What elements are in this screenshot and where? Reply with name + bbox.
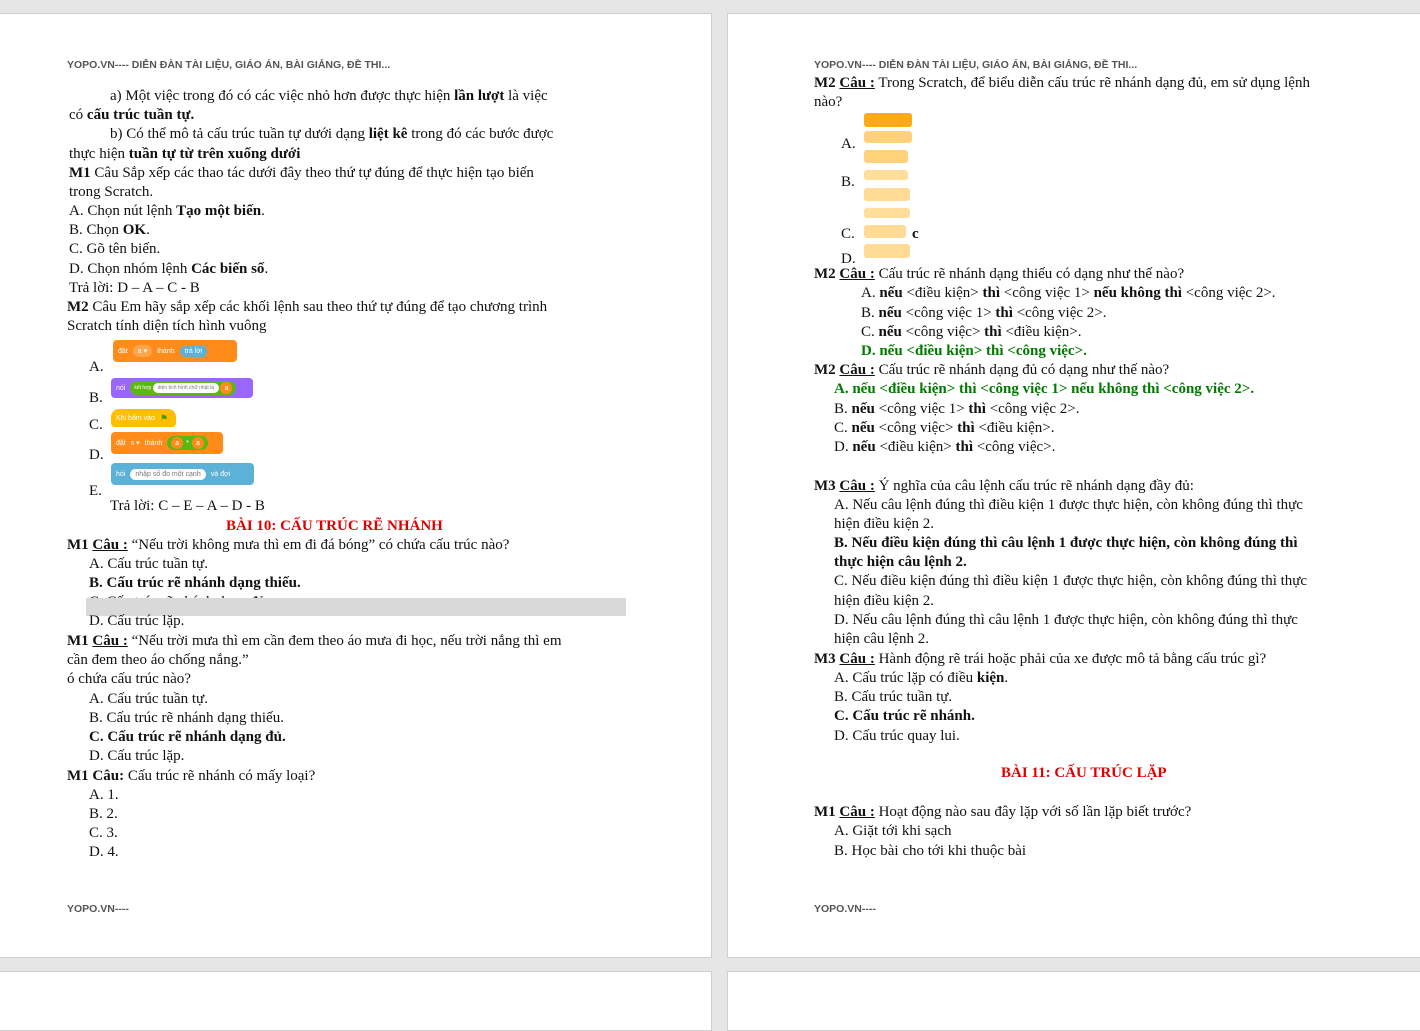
option-label-a: A. [841, 136, 856, 152]
answer-option: hiện điều kiện 2. [834, 593, 934, 609]
answer-option: B. Học bài cho tới khi thuộc bài [834, 843, 1027, 859]
question-m3: M3 Câu : Ý nghĩa của câu lệnh cấu trúc rẽ nhánh dạng đầy đủ: [814, 478, 1194, 494]
answer-option: hiện câu lệnh 2. [834, 631, 929, 647]
document-page-next-right [727, 971, 1420, 1031]
answer-option: B. Cấu trúc tuần tự. [834, 689, 953, 705]
answer-option: D. Cấu trúc quay lui. [834, 728, 960, 744]
option-label-b: B. [841, 174, 855, 190]
scratch-if-else-block [864, 150, 908, 163]
answer-option: A. Giặt tới khi sạch [834, 823, 952, 839]
answer-option-correct: B. Nếu điều kiện đúng thì câu lệnh 1 được thực hiện, còn không đúng thì [834, 535, 1298, 551]
scratch-if-block [864, 113, 912, 127]
scratch-block-ask: hỏi nhập số đo một cạnh và đợi [111, 463, 254, 485]
option-label-a: A. [89, 359, 104, 375]
answer-option: C. Gõ tên biến. [69, 241, 161, 257]
answer-line: Trả lời: D – A – C - B [69, 280, 200, 296]
answer-option: D. Nếu câu lệnh đúng thì câu lệnh 1 được thực hiện, còn không đúng thì thực [834, 612, 1298, 628]
answer-option: D. 4. [89, 844, 119, 860]
scratch-if-block [864, 188, 910, 201]
question-m2: M2 Câu : Trong Scratch, để biểu diễn cấu trúc rẽ nhánh dạng đủ, em sử dụng lệnh [814, 75, 1310, 91]
scratch-if-else-block [864, 170, 908, 180]
answer-option: A. 1. [89, 787, 119, 803]
scratch-block-set-a: đặt a ▾ thành trả lời [113, 340, 237, 362]
option-label-b: B. [89, 390, 103, 406]
question-m2: M2 Câu : Cấu trúc rẽ nhánh dạng đủ có dạng như thế nào? [814, 362, 1170, 378]
answer-option: D. Cấu trúc lặp. [89, 748, 185, 764]
answer-line: Trả lời: C – E – A – D - B [110, 498, 265, 514]
document-page-next-left [0, 971, 712, 1031]
scratch-if-else-block [864, 244, 910, 258]
text-line: b) Có thể mô tả cấu trúc tuần tự dưới dạng liệt kê trong đó các bước được [110, 126, 554, 142]
answer-option: B. Cấu trúc rẽ nhánh dạng thiếu. [89, 710, 284, 726]
option-label-e: E. [89, 483, 102, 499]
page-header: YOPO.VN---- DIỄN ĐÀN TÀI LIỆU, GIÁO ÁN, BÀI GIẢNG, ĐỀ THI... [814, 59, 1138, 71]
text-line: thực hiện tuần tự từ trên xuống dưới [69, 146, 301, 162]
question-m1: M1 Câu : “Nếu trời không mưa thì em đi đá bóng” có chứa cấu trúc nào? [67, 537, 510, 553]
answer-option-correct: D. nếu <điều kiện> thì <công việc>. [861, 343, 1087, 359]
answer-option: D. nếu <điều kiện> thì <công việc>. [834, 439, 1056, 455]
text-line: nào? [814, 94, 843, 110]
text-line: có cấu trúc tuần tự. [69, 107, 195, 123]
option-c-suffix: c [912, 226, 919, 242]
answer-option: C. nếu <công việc> thì <điều kiện>. [861, 324, 1082, 340]
scratch-if-else-block [864, 225, 906, 238]
answer-option: D. Chọn nhóm lệnh Các biến số. [69, 261, 269, 277]
text-line: a) Một việc trong đó có các việc nhỏ hơn được thực hiện lần lượt là việc [110, 88, 548, 104]
document-page-right [727, 13, 1420, 958]
answer-option: A. Cấu trúc tuần tự. [89, 691, 208, 707]
text-line: Scratch tính diện tích hình vuông [67, 318, 267, 334]
answer-option: C. nếu <công việc> thì <điều kiện>. [834, 420, 1055, 436]
question-m3: M3 Câu : Hành động rẽ trái hoặc phải của xe được mô tả bằng cấu trúc gì? [814, 651, 1267, 667]
answer-option: D. Cấu trúc lặp. [89, 613, 185, 629]
option-label-d: D. [841, 251, 856, 267]
text-line: trong Scratch. [69, 184, 154, 200]
answer-option-correct: A. nếu <điều kiện> thì <công việc 1> nếu không thì <công việc 2>. [834, 381, 1255, 397]
page-footer: YOPO.VN---- [814, 903, 876, 915]
question-m2: M2 Câu : Cấu trúc rẽ nhánh dạng thiếu có dạng như thế nào? [814, 266, 1185, 282]
answer-option: A. Cấu trúc tuần tự. [89, 556, 208, 572]
text-line: cần đem theo áo chống nắng.” [67, 652, 249, 668]
lesson-title: BÀI 11: CẤU TRÚC LẶP [1001, 765, 1167, 781]
answer-option-correct: B. Cấu trúc rẽ nhánh dạng thiếu. [89, 575, 301, 591]
question-m1: M1 Câu Sắp xếp các thao tác dưới đây theo thứ tự đúng để thực hiện tạo biến [69, 165, 534, 181]
answer-option: C. Nếu điều kiện đúng thì điều kiện 1 được thực hiện, còn không đúng thì thực [834, 573, 1308, 589]
green-flag-icon: ⚑ [159, 412, 168, 423]
text-line: ó chứa cấu trúc nào? [67, 671, 191, 687]
question-m1: M1 Câu: Cấu trúc rẽ nhánh có mấy loại? [67, 768, 316, 784]
answer-option: B. Chọn OK. [69, 222, 150, 238]
answer-option-correct: thực hiện câu lệnh 2. [834, 554, 967, 570]
scratch-if-block [864, 208, 910, 218]
scratch-if-block [864, 131, 912, 143]
page-footer: YOPO.VN---- [67, 903, 129, 915]
answer-option: C. 3. [89, 825, 118, 841]
answer-option-correct: C. Cấu trúc rẽ nhánh dạng đủ. [89, 729, 286, 745]
answer-option: B. 2. [89, 806, 118, 822]
option-label-d: D. [89, 447, 104, 463]
option-label-c: C. [89, 417, 103, 433]
question-m2: M2 Câu Em hãy sắp xếp các khối lệnh sau theo thứ tự đúng để tạo chương trình [67, 299, 548, 315]
page-header: YOPO.VN---- DIỄN ĐÀN TÀI LIỆU, GIÁO ÁN, BÀI GIẢNG, ĐỀ THI... [67, 59, 391, 71]
question-m1: M1 Câu : “Nếu trời mưa thì em cần đem theo áo mưa đi học, nếu trời nắng thì em [67, 633, 562, 649]
answer-option: hiện điều kiện 2. [834, 516, 934, 532]
answer-option: B. nếu <công việc 1> thì <công việc 2>. [861, 305, 1107, 321]
question-m1: M1 Câu : Hoạt động nào sau đây lặp với số lần lặp biết trước? [814, 804, 1192, 820]
scratch-block-say: nói kết hợp diện tích hình chữ nhật là a [111, 378, 253, 398]
answer-option: A. Chọn nút lệnh Tạo một biến. [69, 203, 265, 219]
lesson-title: BÀI 10: CẤU TRÚC RẼ NHÁNH [226, 518, 443, 534]
answer-option: B. nếu <công việc 1> thì <công việc 2>. [834, 401, 1080, 417]
answer-option: A. Cấu trúc lặp có điều kiện. [834, 670, 1009, 686]
answer-option-correct: C. Cấu trúc rẽ nhánh. [834, 708, 975, 724]
document-page-left [0, 13, 712, 958]
answer-option: A. Nếu câu lệnh đúng thì điều kiện 1 được thực hiện, còn không đúng thì thực [834, 497, 1303, 513]
option-label-c: C. [841, 226, 855, 242]
scratch-block-set-s: đặt s ▾ thành a * a [111, 432, 223, 454]
scratch-block-when-flag-clicked: Khi bấm vào ⚑ [111, 409, 176, 427]
answer-option: A. nếu <điều kiện> thì <công việc 1> nếu không thì <công việc 2>. [861, 285, 1276, 301]
